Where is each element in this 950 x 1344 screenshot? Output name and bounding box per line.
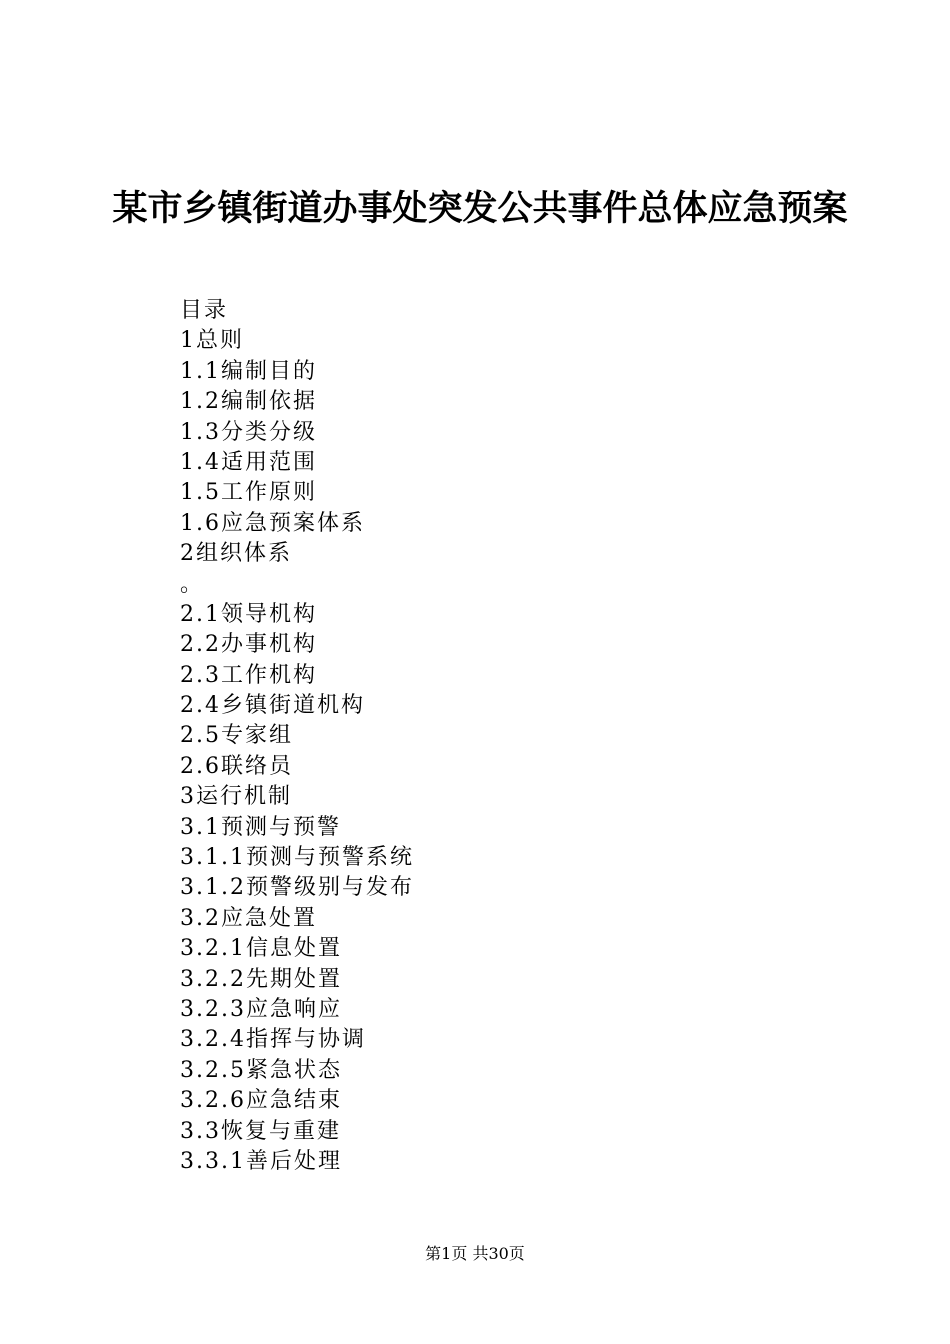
toc-item: 2.3工作机构 [180, 662, 317, 688]
toc-item: 3.1.2预警级别与发布 [180, 875, 414, 901]
toc-item: 。 [180, 571, 205, 597]
toc-item: 3.3.1善后处理 [180, 1148, 342, 1174]
toc-item: 2.2办事机构 [180, 632, 317, 658]
toc-item: 3.1预测与预警 [180, 814, 341, 840]
toc-item: 2组织体系 [180, 541, 292, 567]
toc-item: 3.2应急处置 [180, 905, 317, 931]
toc-item: 1.5工作原则 [180, 480, 317, 506]
toc-item: 1.3分类分级 [180, 419, 317, 445]
toc-item: 1.1编制目的 [180, 358, 317, 384]
toc-item: 3.2.4指挥与协调 [180, 1027, 366, 1053]
toc-item: 3.2.5紧急状态 [180, 1057, 342, 1083]
toc-item: 2.5专家组 [180, 723, 293, 749]
toc-item: 3.2.6应急结束 [180, 1088, 342, 1114]
toc-item: 3.3恢复与重建 [180, 1118, 341, 1144]
toc-item: 3.2.2先期处置 [180, 966, 342, 992]
toc-item: 3运行机制 [180, 784, 292, 810]
toc-item: 1.4适用范围 [180, 449, 317, 475]
toc-item: 3.2.1信息处置 [180, 936, 342, 962]
document-title: 某市乡镇街道办事处突发公共事件总体应急预案 [112, 188, 848, 229]
toc-item: 2.1领导机构 [180, 601, 317, 627]
table-of-contents [180, 296, 780, 1177]
toc-item: 3.1.1预测与预警系统 [180, 845, 414, 871]
toc-item: 1总则 [180, 328, 244, 354]
toc-item: 3.2.3应急响应 [180, 996, 342, 1022]
toc-item: 1.6应急预案体系 [180, 510, 365, 536]
toc-item: 2.4乡镇街道机构 [180, 693, 365, 719]
toc-item: 目录 [180, 298, 229, 323]
toc-item: 1.2编制依据 [180, 389, 317, 415]
page-footer: 第1页 共30页 [425, 1244, 525, 1263]
toc-item: 2.6联络员 [180, 753, 293, 779]
